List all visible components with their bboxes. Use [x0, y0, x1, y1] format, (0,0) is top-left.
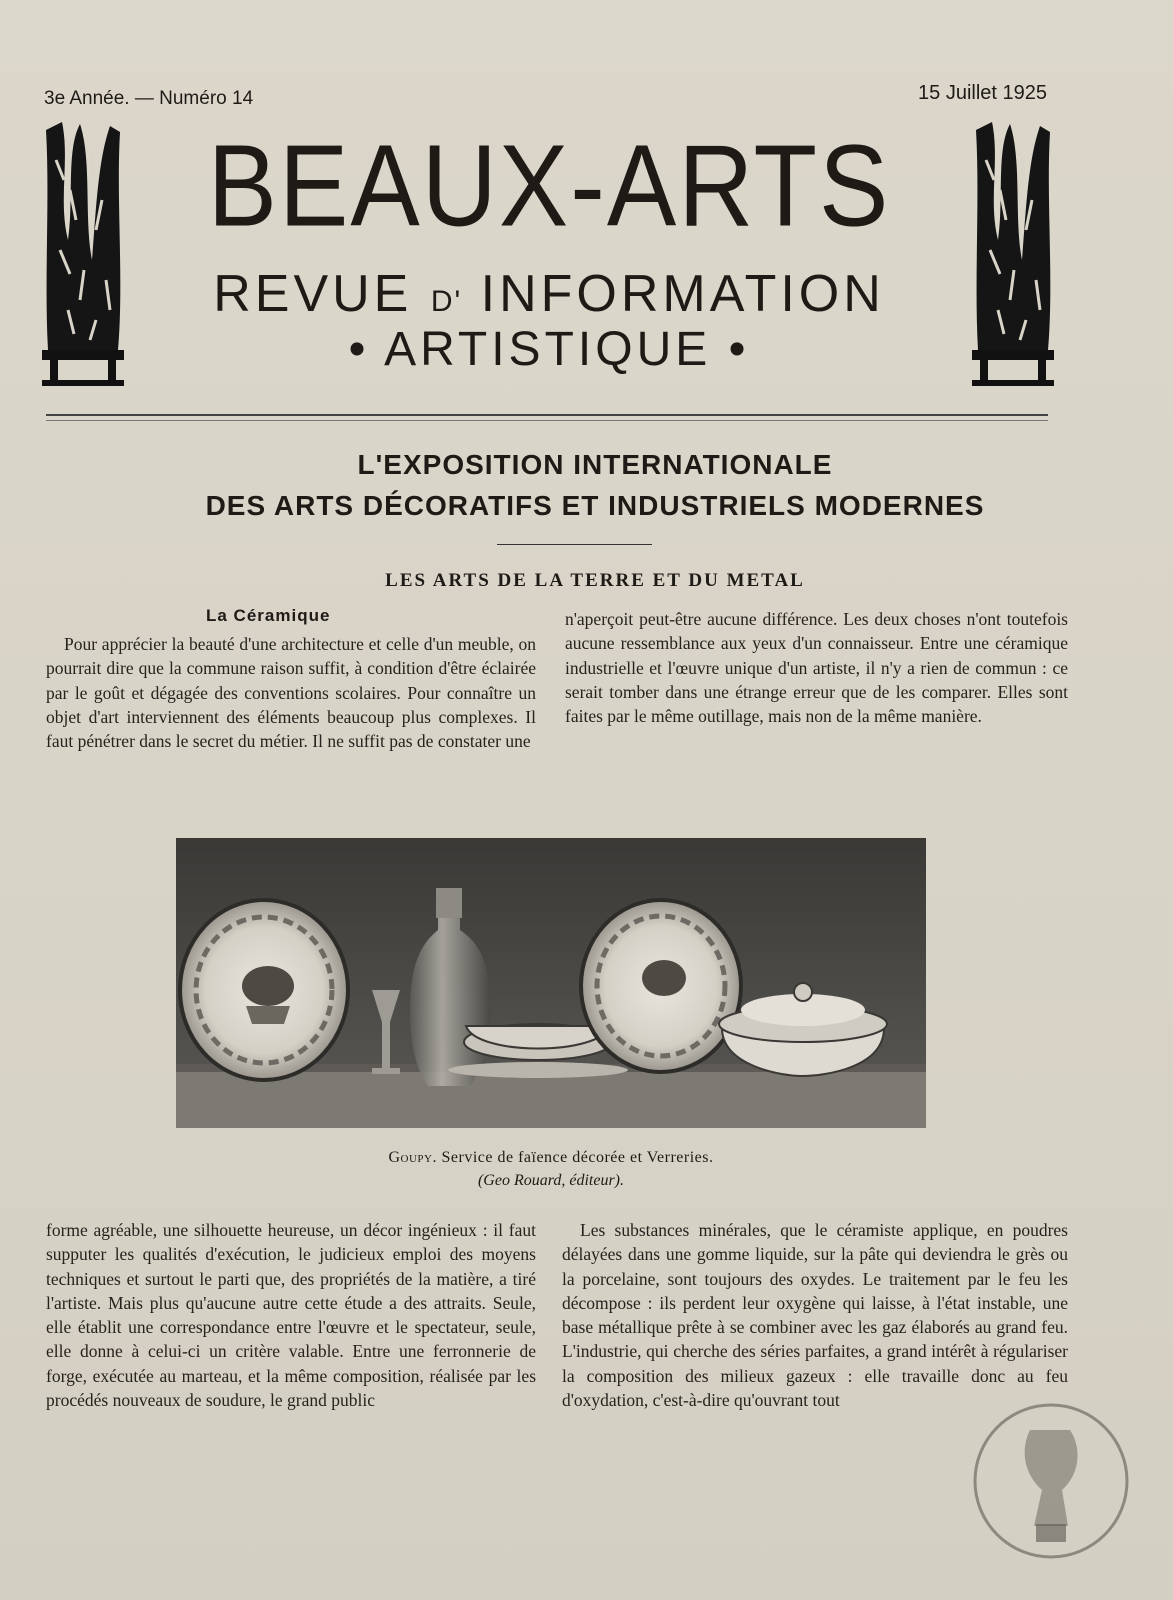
magazine-subtitle-line2: • ARTISTIQUE • [348, 323, 750, 376]
paragraph: n'aperçoit peut-être aucune différence. Les deux choses n'ont toutefois aucune ressemblance aux yeux d'un connaisseur. Entre une céramique industrielle et l'œuvre unique d'un artiste, il n'y a rien de commun : ce serait tomber dans une étrange erreur que de les comparer. Elles sont faites par le même outillage, mais non de la même manière. [565, 609, 1068, 727]
subtitle-revue: REVUE [213, 265, 413, 323]
text-column-4 [562, 1218, 1068, 1412]
headline-line2: DES ARTS DÉCORATIFS ET INDUSTRIELS MODERNES [205, 490, 985, 521]
headline-line1: L'EXPOSITION INTERNATIONALE [357, 449, 833, 480]
caption-artist: Goupy. [388, 1149, 437, 1166]
magazine-title: BEAUX-ARTS [207, 121, 891, 252]
photo-credit: (Geo Rouard, éditeur). [477, 1172, 625, 1189]
text-column-1 [46, 632, 536, 753]
library-stamp-icon [970, 1400, 1132, 1562]
subtitle-d: D' [430, 285, 463, 318]
masthead-rule [46, 414, 1048, 416]
paragraph: Les substances minérales, que le céramiste applique, en poudres délayées dans une gomme liquide, sur la pâte qui deviendra le grès ou la porcelaine, sont toujours des oxydes. Le traitement par le feu les décompose : ils perdent leur oxygène qui laisse, à l'état instable, une base métallique prête à se combiner avec les gaz élaborés au grand feu. L'industrie, qui cherche des séries parfaites, a grand intérêt à régulariser la composition des milieux gazeux : elle travaille donc au feu d'oxydation, c'est-à-dire qu'ouvrant tout [562, 1220, 1068, 1411]
text-column-2 [565, 607, 1068, 728]
right-ornament-icon [970, 120, 1056, 388]
caption-text: Service de faïence décorée et Verreries. [441, 1149, 714, 1166]
photo-caption [176, 1149, 926, 1167]
issue-number: 3e Année. — Numéro 14 [44, 88, 254, 109]
text-column-3 [46, 1218, 536, 1412]
left-ornament-icon [40, 120, 126, 388]
subtitle-information: INFORMATION [480, 265, 885, 323]
paragraph: Pour apprécier la beauté d'une architecture et celle d'un meuble, on pourrait dire que la commune raison suffit, à condition d'être éclairée par le goût et dégagée des conventions scolaires. Pour connaître un objet d'art interviennent des éléments beaucoup plus complexes. Il faut pénétrer dans le secret du métier. Il ne suffit pas de constater une [46, 634, 536, 752]
section-title: LES ARTS DE LA TERRE ET DU METAL [385, 570, 805, 591]
issue-date: 15 Juillet 1925 [918, 82, 1047, 104]
magazine-subtitle-line1 [140, 265, 958, 323]
headline-divider [497, 544, 652, 545]
paragraph: forme agréable, une silhouette heureuse, un décor ingénieux : il faut supputer les qualités d'exécution, le judicieux emploi des moyens techniques et surtout le parti que, des propriétés de la matière, a tiré l'artiste. Mais plus qu'aucune autre cette étude a des attraits. Seule, elle établit une correspondance entre l'œuvre et le spectateur, seule, elle donne à celui-ci un critère valable. Entre une ferronnerie de forge, exécutée au marteau, et la même composition, réalisée par les procédés nouveaux de soudure, le grand public [46, 1220, 536, 1411]
subsection-title: La Céramique [206, 606, 331, 625]
ceramics-photograph [176, 838, 926, 1128]
masthead-rule-thin [46, 420, 1048, 421]
